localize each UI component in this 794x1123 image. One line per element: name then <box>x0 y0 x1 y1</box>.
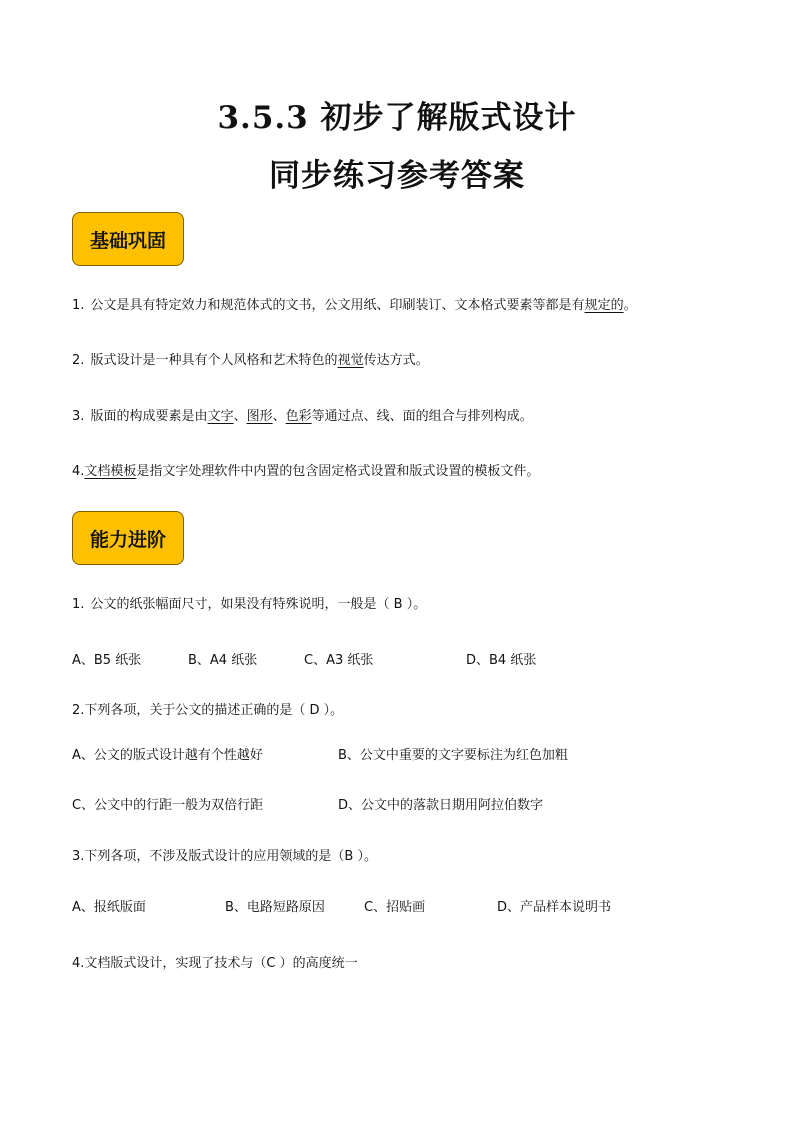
option-d: D、B4 纸张 <box>466 653 537 668</box>
option-b: B、电路短路原因 <box>225 900 325 915</box>
question-text: 、 <box>272 409 286 424</box>
advanced-question-1 <box>72 596 426 614</box>
basic-question-1 <box>72 297 637 315</box>
document-subtitle: 同步练习参考答案 <box>269 158 525 194</box>
question-text: 公文是具有特定效力和规范体式的文书，公文用纸、印刷装订、文本格式要素等都是有 <box>90 298 585 313</box>
question-text: 版式设计是一种具有个人风格和艺术特色的 <box>90 353 338 368</box>
advanced-question-4: 4.文档版式设计，实现了技术与（C ）的高度统一 <box>72 956 358 971</box>
option-a: A、报纸版面 <box>72 900 146 915</box>
answer-blank: 规定的 <box>584 298 624 313</box>
question-number: 1. <box>72 298 85 313</box>
question-text: 、 <box>233 409 247 424</box>
question-number: 4. <box>72 464 85 479</box>
option-c: C、公文中的行距一般为双倍行距 <box>72 798 264 813</box>
option-a: A、B5 纸张 <box>72 653 142 668</box>
advanced-question-2: 2.下列各项，关于公文的描述正确的是（ D ）。 <box>72 703 344 718</box>
basic-question-2 <box>72 352 429 370</box>
option-d: D、产品样本说明书 <box>497 900 612 915</box>
advanced-question-3: 3.下列各项，不涉及版式设计的应用领域的是（B ）。 <box>72 849 377 864</box>
option-b: B、A4 纸张 <box>188 653 258 668</box>
question-text: 。 <box>623 298 637 313</box>
question-text: 公文的纸张幅面尺寸，如果没有特殊说明，一般是（ B ）。 <box>90 597 427 612</box>
option-c: C、A3 纸张 <box>304 653 374 668</box>
answer-blank: 文档模板 <box>84 464 137 479</box>
question-number: 1. <box>72 597 85 612</box>
question-number: 3. <box>72 409 85 424</box>
section-label-advanced: 能力进阶 <box>72 511 184 565</box>
question-text: 传达方式。 <box>363 353 429 368</box>
answer-blank: 视觉 <box>337 353 364 368</box>
option-b: B、公文中重要的文字要标注为红色加粗 <box>338 748 568 763</box>
answer-blank: 图形 <box>246 409 273 424</box>
question-text: 版面的构成要素是由 <box>90 409 208 424</box>
document-title: 3.5.3 初步了解版式设计 <box>217 100 577 136</box>
basic-question-4 <box>72 463 539 481</box>
basic-question-3 <box>72 408 533 426</box>
option-a: A、公文的版式设计越有个性越好 <box>72 748 263 763</box>
section-label-basic: 基础巩固 <box>72 212 184 266</box>
question-text: 是指文字处理软件中内置的包含固定格式设置和版式设置的模板文件。 <box>136 464 540 479</box>
question-text: 等通过点、线、面的组合与排列构成。 <box>311 409 533 424</box>
answer-blank: 色彩 <box>285 409 312 424</box>
question-number: 2. <box>72 353 85 368</box>
option-c: C、招贴画 <box>364 900 426 915</box>
answer-blank: 文字 <box>207 409 234 424</box>
option-d: D、公文中的落款日期用阿拉伯数字 <box>338 798 544 813</box>
